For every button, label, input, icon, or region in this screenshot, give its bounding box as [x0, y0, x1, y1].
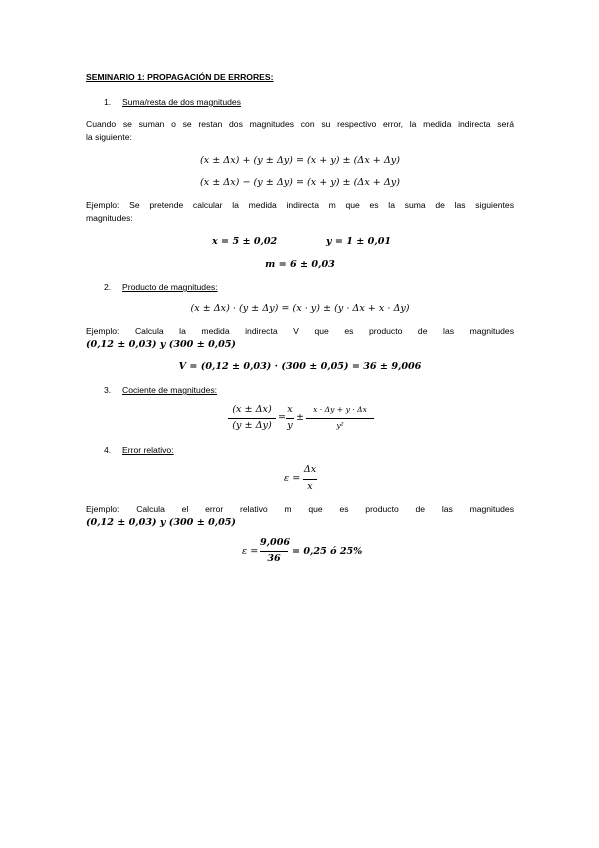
result-rhs: = 0,25 ó 25% — [292, 546, 363, 557]
quotient-rhs-denominator: y² — [336, 421, 344, 430]
section-2-number: 2. — [104, 282, 112, 292]
relative-error-denominator: x — [307, 481, 313, 492]
section-1-intro-line-2: la siguiente: — [86, 132, 132, 142]
example-x-value: x = 5 ± 0,02 — [212, 236, 278, 247]
section-4-example-line-1: Ejemplo: Calcula el error relativo m que es producto de las magnitudes — [86, 504, 514, 514]
result-fraction-bar — [260, 551, 288, 552]
section-3-number: 3. — [104, 385, 112, 395]
example-m-result: m = 6 ± 0,03 — [265, 259, 335, 270]
quotient-plus-minus: ± — [296, 412, 305, 423]
quotient-mid-fraction-bar — [286, 418, 294, 419]
quotient-equals: = — [278, 412, 287, 423]
page-title: SEMINARIO 1: PROPAGACIÓN DE ERRORES: — [86, 72, 274, 82]
section-1-example-line-2: magnitudes: — [86, 213, 133, 223]
section-3-heading: Cociente de magnitudes: — [122, 385, 218, 395]
quotient-lhs-numerator: (x ± Δx) — [232, 404, 272, 415]
product-equation: (x ± Δx) · (y ± Δy) = (x · y) ± (y · Δx + x · Δy) — [190, 303, 410, 314]
section-4-number: 4. — [104, 445, 112, 455]
section-2-example-line-1: Ejemplo: Calcula la medida indirecta V que es producto de las magnitudes — [86, 326, 514, 336]
section-1-heading: Suma/resta de dos magnitudes — [122, 97, 241, 107]
quotient-rhs-numerator: x · Δy + y · Δx — [313, 405, 367, 414]
result-lhs: ε = — [242, 546, 259, 557]
product-example-result: V = (0,12 ± 0,03) · (300 ± 0,05) = 36 ± 9,006 — [178, 361, 422, 372]
quotient-lhs-denominator: (y ± Δy) — [232, 420, 272, 431]
example-y-value: y = 1 ± 0,01 — [326, 236, 392, 247]
section-1-example-line-1: Ejemplo: Se pretende calcular la medida indirecta m que es la suma de las siguientes — [86, 200, 514, 210]
section-2-example-line-2: (0,12 ± 0,03) y (300 ± 0,05) — [86, 339, 236, 350]
section-1-intro-line-1: Cuando se suman o se restan dos magnitudes con su respectivo error, la medida indirecta será — [86, 119, 514, 129]
relative-error-fraction-bar — [303, 479, 317, 480]
relative-error-lhs: ε = — [284, 473, 301, 484]
section-2-heading: Producto de magnitudes: — [122, 282, 218, 292]
result-numerator: 9,006 — [260, 537, 291, 548]
section-1-number: 1. — [104, 97, 112, 107]
quotient-mid-denominator: y — [287, 420, 293, 431]
quotient-rhs-fraction-bar — [306, 418, 374, 419]
difference-equation: (x ± Δx) − (y ± Δy) = (x + y) ± (Δx + Δy) — [200, 177, 400, 188]
relative-error-numerator: Δx — [303, 464, 317, 475]
section-4-example-line-2: (0,12 ± 0,03) y (300 ± 0,05) — [86, 517, 236, 528]
sum-equation: (x ± Δx) + (y ± Δy) = (x + y) ± (Δx + Δy) — [200, 155, 400, 166]
quotient-mid-numerator: x — [287, 404, 293, 415]
result-denominator: 36 — [267, 553, 281, 564]
quotient-lhs-fraction-bar — [228, 418, 276, 419]
section-4-heading: Error relativo: — [122, 445, 174, 455]
